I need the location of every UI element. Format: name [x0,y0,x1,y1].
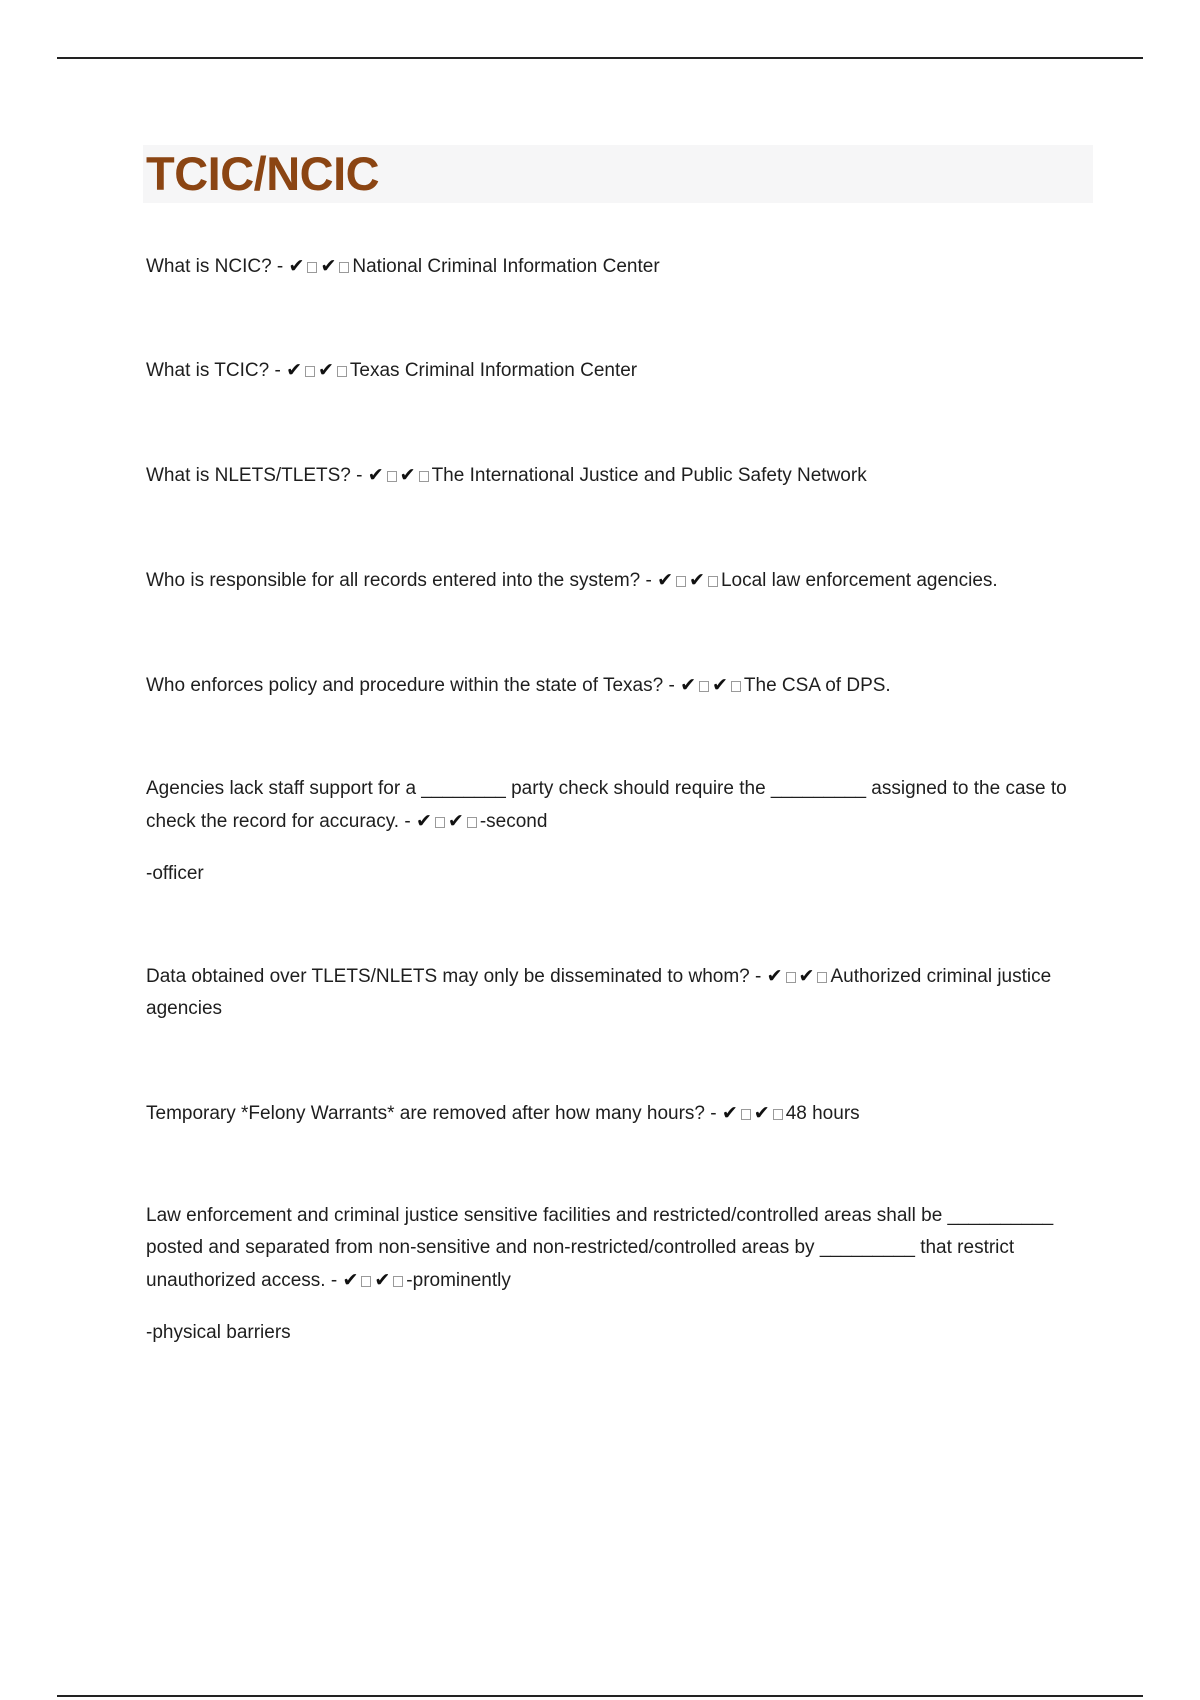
box-icon [676,576,686,587]
box-icon [305,366,315,377]
qa-item [146,250,1086,283]
check-marks [657,570,721,591]
question-text: Temporary *Felony Warrants* are removed after how many hours? - [146,1103,717,1124]
document-title: TCIC/NCIC [146,147,380,200]
question-text: Who enforces policy and procedure within the state of Texas? - [146,675,675,696]
check-icon: ✔ [317,359,334,381]
check-icon: ✔ [415,810,432,832]
qa-line [146,459,1086,492]
check-marks [722,1103,786,1124]
check-icon: ✔ [320,255,337,277]
answer-text: Authorized criminal justice agencies [146,966,1052,1019]
qa-item [146,1200,1086,1349]
check-icon: ✔ [447,810,464,832]
check-icon: ✔ [374,1269,391,1291]
box-icon [361,1276,371,1287]
question-text: What is TCIC? - [146,360,281,381]
top-rule [57,57,1143,59]
check-icon: ✔ [753,1102,770,1124]
box-icon [337,366,347,377]
answer-text: The CSA of DPS. [743,675,891,696]
qa-line [146,1097,1086,1130]
answer-text: 48 hours [785,1103,860,1124]
question-text: Agencies lack staff support for a ________ party check should require the _________ assigned to the case to check the record for accuracy. - [146,778,1067,832]
question-text: Who is responsible for all records entered into the system? - [146,570,652,591]
check-icon: ✔ [689,569,705,591]
check-marks [368,465,432,486]
box-icon [773,1109,783,1120]
box-icon [741,1109,751,1120]
answer-text: -second [479,811,548,832]
box-icon [708,576,718,587]
check-icon: ✔ [399,464,416,486]
answer-extra: -officer [146,863,204,884]
box-icon [731,681,741,692]
answer-text: The International Justice and Public Safety Network [431,465,867,486]
check-icon: ✔ [711,674,728,696]
qa-line [146,669,1086,702]
check-marks [767,966,831,987]
check-marks [680,675,744,696]
check-icon: ✔ [367,464,384,486]
check-marks [342,1270,406,1291]
qa-line [146,1200,1086,1297]
answer-text: Texas Criminal Information Center [349,360,638,381]
qa-line [146,354,1086,387]
check-icon: ✔ [680,674,696,696]
box-icon [393,1276,403,1287]
qa-line [146,773,1086,838]
question-text: What is NCIC? - [146,256,284,277]
question-text: Data obtained over TLETS/NLETS may only be disseminated to whom? - [146,966,762,987]
check-marks [289,256,353,277]
qa-item [146,773,1086,890]
qa-item [146,1097,1086,1130]
qa-item [146,669,1086,702]
check-marks [416,811,480,832]
box-icon [817,972,827,983]
qa-line [146,564,1086,597]
check-icon: ✔ [657,569,674,591]
box-icon [387,471,397,482]
answer-text: National Criminal Information Center [352,256,660,277]
check-icon: ✔ [286,359,302,381]
answer-text: -prominently [406,1270,511,1291]
answer-extra: -physical barriers [146,1322,291,1343]
check-icon: ✔ [721,1102,738,1124]
box-icon [339,262,349,273]
qa-line [146,250,1086,283]
qa-line [146,960,1086,1025]
qa-item [146,564,1086,597]
qa-item [146,960,1086,1025]
box-icon [435,817,445,828]
question-text: Law enforcement and criminal justice sensitive facilities and restricted/controlled areas shall be __________ posted and separated from non-sensitive and non-restricted/controlled areas by _________ that restrict unauthorized access. - [146,1205,1054,1291]
check-icon: ✔ [798,965,815,987]
check-icon: ✔ [342,1269,359,1291]
qa-item [146,459,1086,492]
question-text: What is NLETS/TLETS? - [146,465,363,486]
check-icon: ✔ [288,255,305,277]
box-icon [467,817,477,828]
bottom-rule [57,1695,1143,1697]
answer-text: Local law enforcement agencies. [720,570,998,591]
box-icon [699,681,709,692]
check-marks [286,360,350,381]
check-icon: ✔ [766,965,783,987]
box-icon [419,471,429,482]
qa-item [146,354,1086,387]
box-icon [307,262,317,273]
box-icon [786,972,796,983]
